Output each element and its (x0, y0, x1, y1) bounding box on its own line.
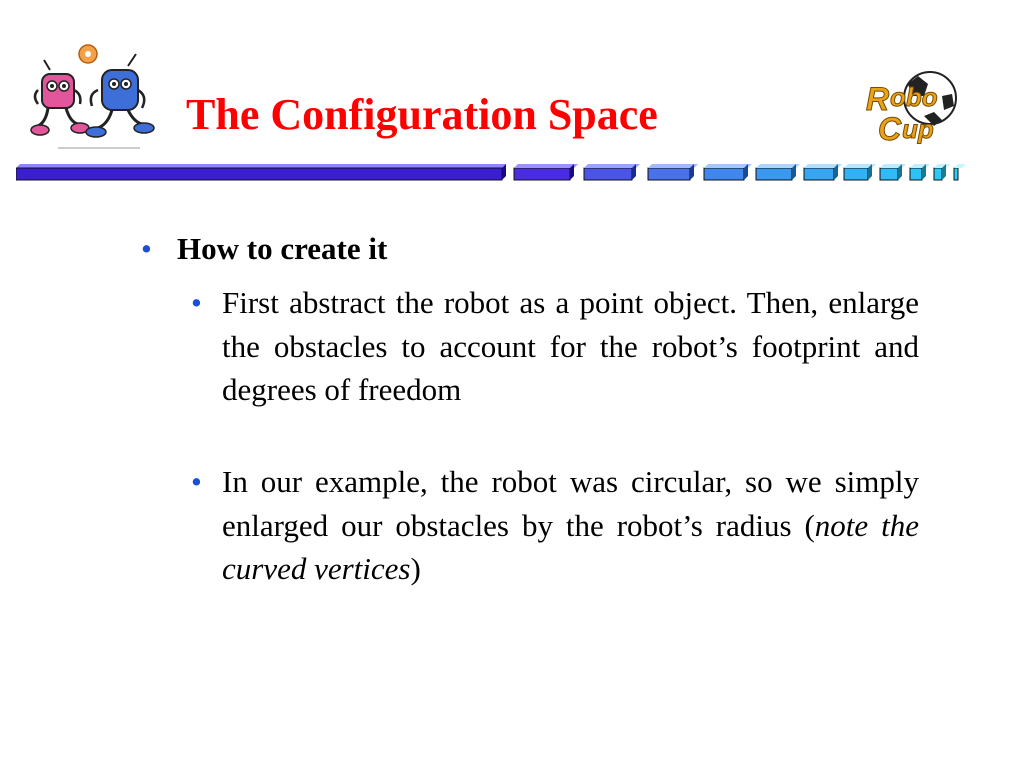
bullet-marker: • (191, 285, 202, 320)
bullet-marker: • (141, 231, 152, 266)
sub-bullet-text-before: In our example, the robot was circular, so we simply enlarged our obstacles by the robot’s radius ( (222, 464, 919, 543)
sub-bullet-text: First abstract the robot as a point object. Then, enlarge the obstacles to account for the robot’s footprint and degrees of freedom (222, 285, 919, 407)
robocup-c: C (878, 111, 902, 147)
robocup-up: up (902, 114, 934, 144)
sub-bullet-text-italic: note the curved vertices (222, 507, 919, 586)
slide-title: The Configuration Space (186, 90, 658, 139)
robocup-obo: obo (890, 82, 938, 112)
bullet-heading: How to create it (177, 231, 388, 266)
bullet-marker: • (191, 464, 202, 499)
sub-bullet-text (222, 460, 919, 591)
robocup-r: R (866, 81, 890, 117)
sub-bullet-text-after: ) (410, 551, 421, 586)
